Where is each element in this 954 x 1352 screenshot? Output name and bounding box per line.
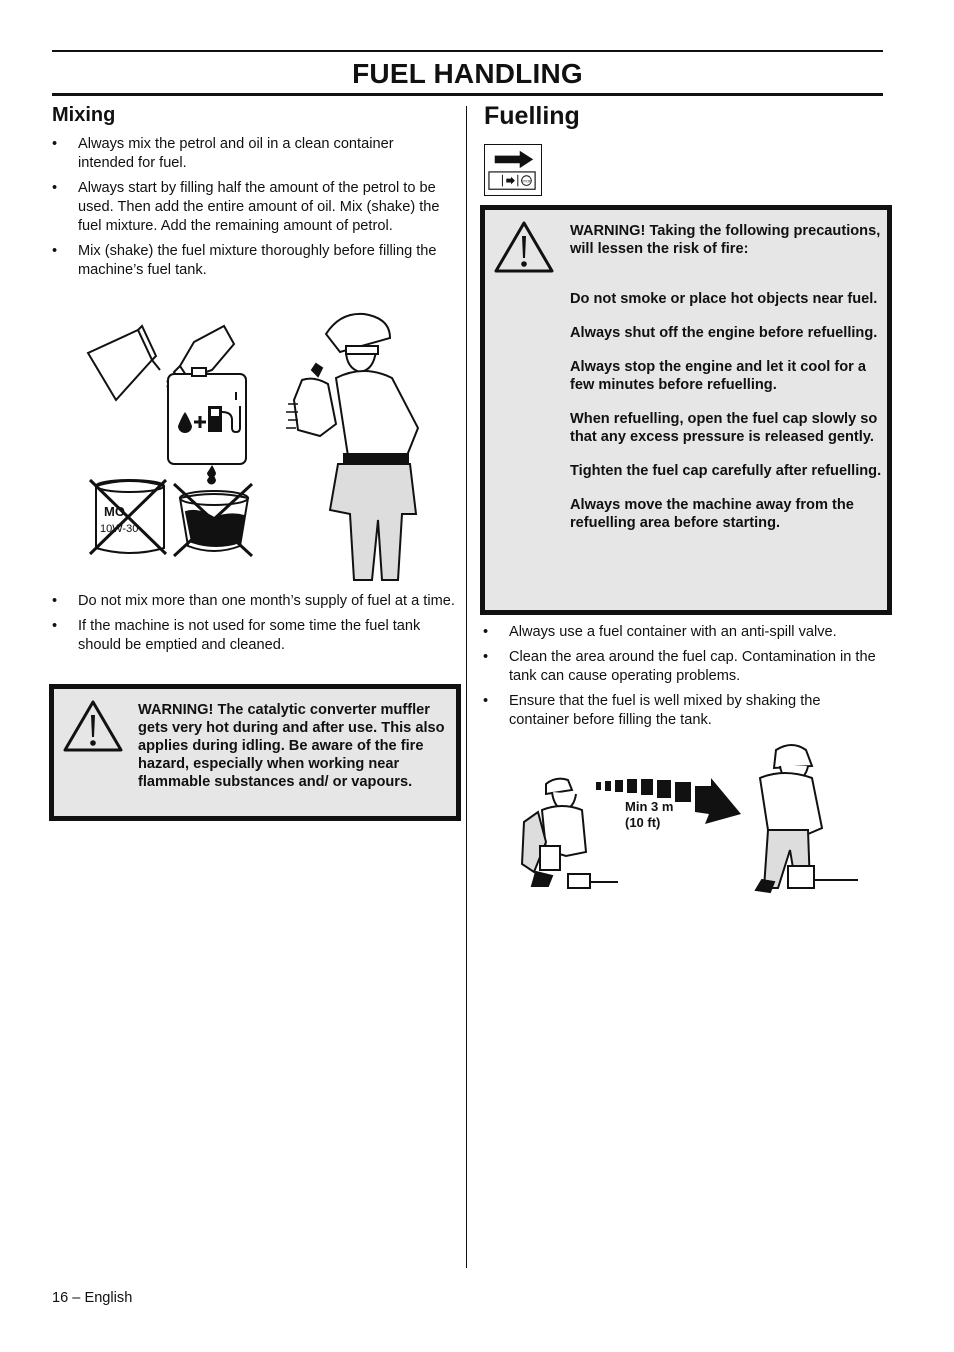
mixing-item: • Mix (shake) the fuel mixture thoroughly before filling the machine’s fuel tank. [52, 242, 452, 280]
measuring-jug-icon [88, 326, 160, 400]
header-rule-top [52, 50, 883, 52]
oil-can-icon [90, 480, 166, 554]
mixing-item: • If the machine is not used for some time the fuel tank should be emptied and cleaned. [52, 617, 457, 655]
page-footer: 16 – English [52, 1290, 133, 1306]
catalytic-converter-warning-box [49, 684, 461, 821]
mixing-item: • Always mix the petrol and oil in a clean container intended for fuel. [52, 135, 452, 173]
header-rule-bottom [52, 93, 883, 96]
mixing-list-after-figure [52, 592, 457, 661]
warning-point: When refuelling, open the fuel cap slowly so that any excess pressure is released gently. [570, 411, 878, 445]
operator-figure-icon [286, 314, 418, 580]
warning-point: Always move the machine away from the refuelling area before starting. [570, 497, 854, 531]
mixing-heading: Mixing [52, 104, 116, 126]
stop-engine-symbol-icon [484, 144, 542, 196]
crouching-operator-icon [522, 779, 618, 888]
warning-triangle-icon [62, 699, 124, 753]
bucket-icon [174, 484, 252, 556]
distance-label-imperial: (10 ft) [625, 815, 661, 830]
warning-point: Do not smoke or place hot objects near fuel. [570, 291, 878, 307]
mixing-list [52, 135, 452, 286]
stop-symbol-text: STOP [521, 178, 532, 184]
fuelling-item: • Always use a fuel container with an anti-spill valve. [483, 623, 883, 642]
warning-point: Always stop the engine and let it cool for a few minutes before refuelling. [570, 359, 866, 393]
mixing-illustration [82, 308, 442, 588]
refuelling-distance-illustration [512, 738, 862, 898]
warning-point: Always shut off the engine before refuelling. [570, 325, 878, 341]
fuelling-list [483, 623, 883, 736]
fuel-canister-icon [168, 368, 246, 464]
fuelling-item: • Ensure that the fuel is well mixed by shaking the container before filling the tank. [483, 692, 883, 730]
fuelling-heading: Fuelling [484, 102, 580, 130]
page-title: FUEL HANDLING [352, 58, 583, 89]
fuelling-item: • Clean the area around the fuel cap. Contamination in the tank can cause operating problems. [483, 648, 883, 686]
can-label-2: 10W-30 [100, 523, 139, 535]
mixing-item: • Do not mix more than one month’s supply of fuel at a time. [52, 592, 457, 611]
warning-lead: WARNING! Taking the following precautions, will lessen the risk of fire: [570, 223, 881, 257]
fire-risk-warning-box [480, 205, 892, 615]
warning-point: Tighten the fuel cap carefully after refuelling. [570, 463, 882, 479]
warning-triangle-icon [493, 220, 555, 274]
catalytic-converter-warning-text: WARNING! The catalytic converter muffler gets very hot during and after use. This also applies during idling. Be aware of the fire hazard, especially when working near flammable substances and/ or vapours. [138, 702, 445, 790]
distance-label-metric: Min 3 m [625, 799, 674, 814]
can-label-1: MO [104, 504, 125, 519]
standing-operator-icon [756, 745, 858, 892]
mixing-item: • Always start by filling half the amount of the petrol to be used. Then add the entire amount of oil. Mix (shake) the fuel mixture. Add the remaining amount of petrol. [52, 179, 452, 236]
column-divider [466, 106, 467, 1268]
fire-risk-warning-text [570, 222, 886, 548]
